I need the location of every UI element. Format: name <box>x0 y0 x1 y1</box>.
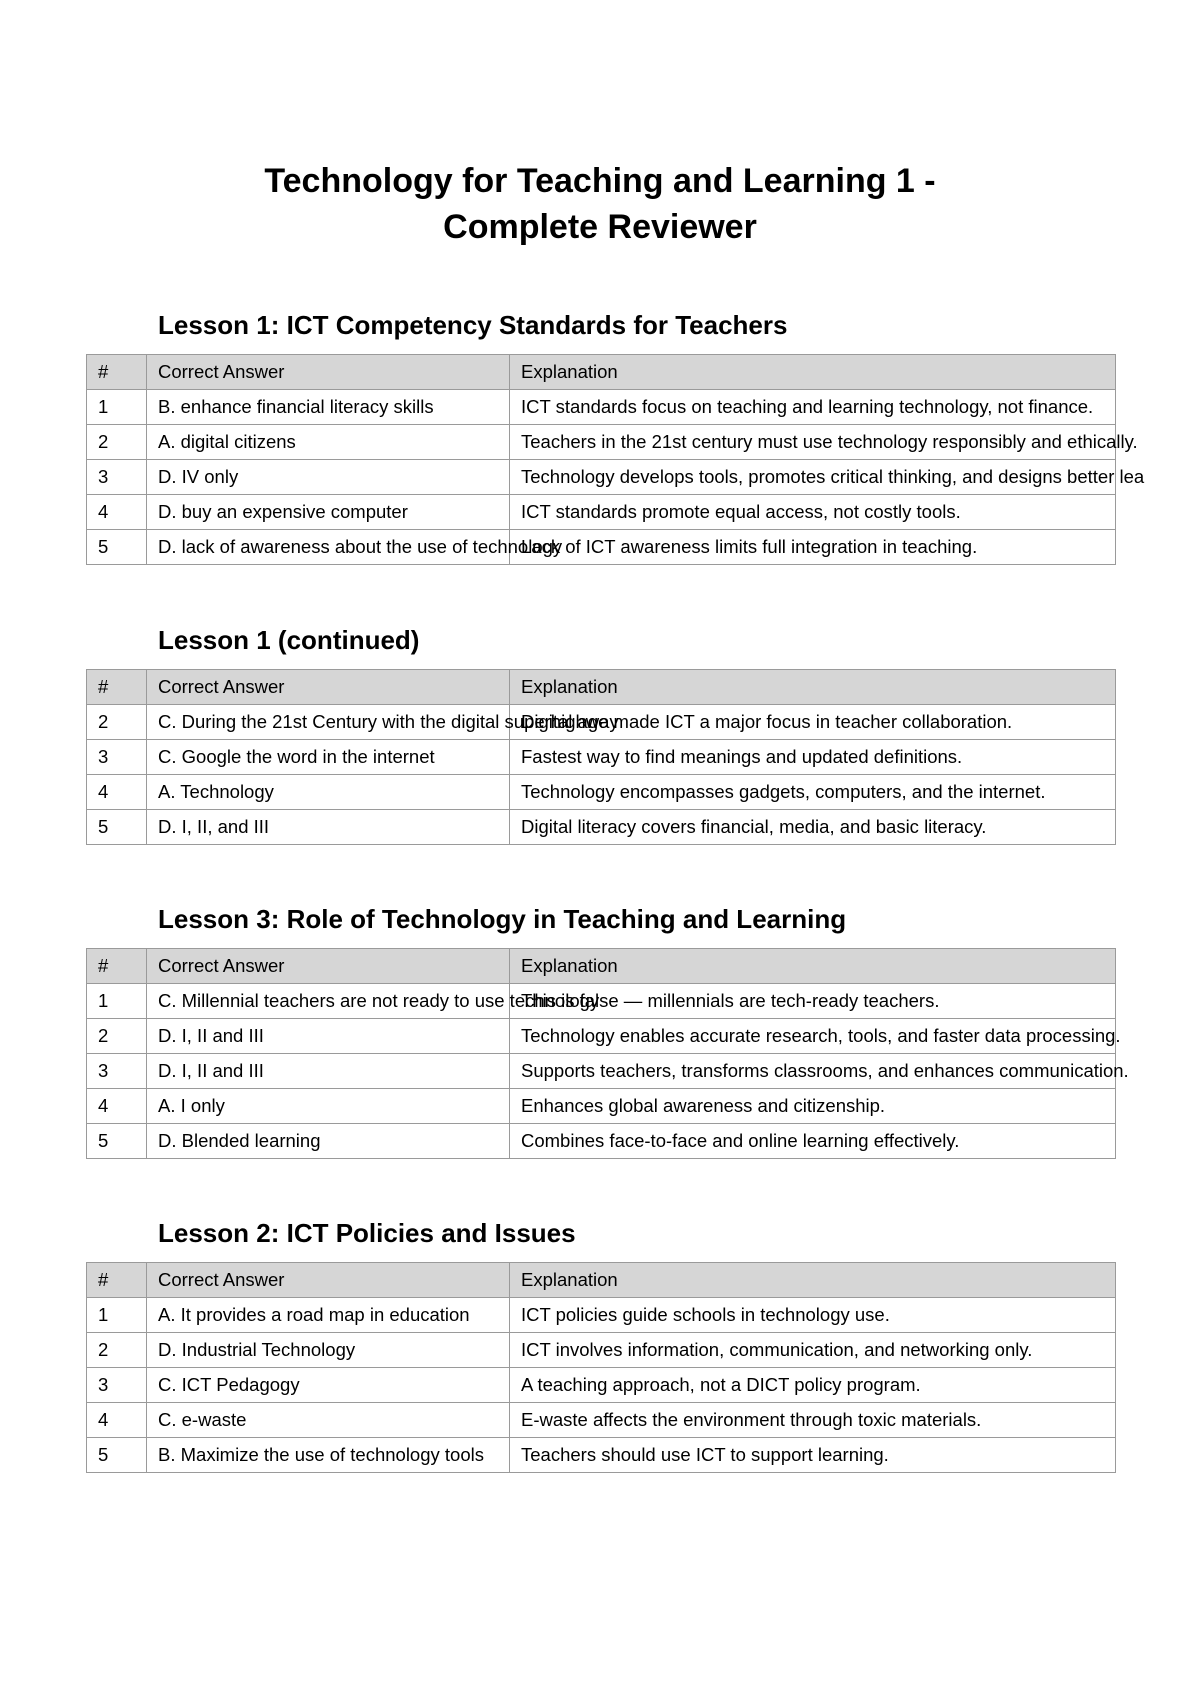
table-row <box>87 775 1116 810</box>
explanation: Teachers should use ICT to support learning. <box>510 1438 1116 1473</box>
correct-answer: D. I, II and III <box>147 1019 510 1054</box>
answer-table-lesson-3 <box>86 948 1129 1159</box>
table-row <box>87 1333 1116 1368</box>
correct-answer: A. digital citizens <box>147 425 510 460</box>
row-number: 5 <box>87 530 147 565</box>
row-number: 3 <box>87 1368 147 1403</box>
column-header-answer: Correct Answer <box>147 670 510 705</box>
table-row <box>87 740 1116 775</box>
correct-answer: D. I, II and III <box>147 1054 510 1089</box>
explanation: Combines face-to-face and online learning effectively. <box>510 1124 1116 1159</box>
correct-answer: C. Millennial teachers are not ready to use technology <box>147 984 510 1019</box>
explanation: Technology enables accurate research, tools, and faster data processing. <box>510 1019 1116 1054</box>
table-row <box>87 1298 1116 1333</box>
explanation: Technology encompasses gadgets, computers, and the internet. <box>510 775 1116 810</box>
table-row <box>87 1124 1116 1159</box>
correct-answer: D. Blended learning <box>147 1124 510 1159</box>
correct-answer: C. ICT Pedagogy <box>147 1368 510 1403</box>
section-heading-lesson-3: Lesson 3: Role of Technology in Teaching and Learning <box>158 904 847 934</box>
row-number: 1 <box>87 984 147 1019</box>
explanation: Technology develops tools, promotes critical thinking, and designs better lea <box>510 460 1116 495</box>
table-row <box>87 705 1116 740</box>
correct-answer: D. IV only <box>147 460 510 495</box>
table-row <box>87 390 1116 425</box>
explanation: This is false — millennials are tech-ready teachers. <box>510 984 1116 1019</box>
answer-table-lesson-1 <box>86 354 1145 565</box>
row-number: 5 <box>87 810 147 845</box>
table-row <box>87 984 1116 1019</box>
column-header-number: # <box>87 949 147 984</box>
column-header-explanation: Explanation <box>510 670 1116 705</box>
table-row <box>87 1403 1116 1438</box>
row-number: 2 <box>87 425 147 460</box>
row-number: 1 <box>87 390 147 425</box>
row-number: 4 <box>87 775 147 810</box>
explanation: ICT standards focus on teaching and learning technology, not finance. <box>510 390 1116 425</box>
correct-answer: D. I, II, and III <box>147 810 510 845</box>
table-header-row <box>87 949 1116 984</box>
row-number: 4 <box>87 495 147 530</box>
table-row <box>87 1368 1116 1403</box>
explanation: A teaching approach, not a DICT policy program. <box>510 1368 1116 1403</box>
table-row <box>87 1438 1116 1473</box>
row-number: 1 <box>87 1298 147 1333</box>
table-row <box>87 1089 1116 1124</box>
explanation: ICT involves information, communication, and networking only. <box>510 1333 1116 1368</box>
table-row <box>87 425 1116 460</box>
document-title-line-2: Complete Reviewer <box>443 208 757 246</box>
table-row <box>87 460 1116 495</box>
row-number: 3 <box>87 460 147 495</box>
row-number: 2 <box>87 705 147 740</box>
correct-answer: D. Industrial Technology <box>147 1333 510 1368</box>
column-header-answer: Correct Answer <box>147 1263 510 1298</box>
explanation: Lack of ICT awareness limits full integration in teaching. <box>510 530 1116 565</box>
row-number: 3 <box>87 740 147 775</box>
correct-answer: D. lack of awareness about the use of technology <box>147 530 510 565</box>
row-number: 4 <box>87 1403 147 1438</box>
row-number: 2 <box>87 1019 147 1054</box>
document-title <box>0 158 1200 250</box>
row-number: 5 <box>87 1124 147 1159</box>
column-header-explanation: Explanation <box>510 355 1116 390</box>
table-row <box>87 1054 1116 1089</box>
explanation: Digital literacy covers financial, media, and basic literacy. <box>510 810 1116 845</box>
column-header-number: # <box>87 670 147 705</box>
table-row <box>87 530 1116 565</box>
column-header-answer: Correct Answer <box>147 949 510 984</box>
explanation: Supports teachers, transforms classrooms, and enhances communication. <box>510 1054 1116 1089</box>
section-heading-lesson-1-continued: Lesson 1 (continued) <box>158 625 420 655</box>
column-header-explanation: Explanation <box>510 1263 1116 1298</box>
correct-answer: B. Maximize the use of technology tools <box>147 1438 510 1473</box>
correct-answer: A. It provides a road map in education <box>147 1298 510 1333</box>
table-header-row <box>87 1263 1116 1298</box>
table-header-row <box>87 670 1116 705</box>
section-heading-lesson-2: Lesson 2: ICT Policies and Issues <box>158 1218 576 1248</box>
table-row <box>87 810 1116 845</box>
row-number: 5 <box>87 1438 147 1473</box>
table-header-row <box>87 355 1116 390</box>
column-header-explanation: Explanation <box>510 949 1116 984</box>
table-row <box>87 1019 1116 1054</box>
explanation: Fastest way to find meanings and updated definitions. <box>510 740 1116 775</box>
column-header-number: # <box>87 1263 147 1298</box>
explanation: E-waste affects the environment through toxic materials. <box>510 1403 1116 1438</box>
row-number: 3 <box>87 1054 147 1089</box>
answer-table-lesson-1-continued <box>86 669 1116 845</box>
correct-answer: C. During the 21st Century with the digital superhighway <box>147 705 510 740</box>
correct-answer: C. e-waste <box>147 1403 510 1438</box>
explanation: Digital age made ICT a major focus in teacher collaboration. <box>510 705 1116 740</box>
correct-answer: C. Google the word in the internet <box>147 740 510 775</box>
explanation: Enhances global awareness and citizenship. <box>510 1089 1116 1124</box>
document-title-line-1: Technology for Teaching and Learning 1 - <box>264 162 936 200</box>
correct-answer: A. I only <box>147 1089 510 1124</box>
table-row <box>87 495 1116 530</box>
section-heading-lesson-1: Lesson 1: ICT Competency Standards for Teachers <box>158 310 788 340</box>
answer-table-lesson-2 <box>86 1262 1116 1473</box>
correct-answer: B. enhance financial literacy skills <box>147 390 510 425</box>
row-number: 2 <box>87 1333 147 1368</box>
column-header-number: # <box>87 355 147 390</box>
explanation: Teachers in the 21st century must use technology responsibly and ethically. <box>510 425 1116 460</box>
correct-answer: D. buy an expensive computer <box>147 495 510 530</box>
correct-answer: A. Technology <box>147 775 510 810</box>
explanation: ICT standards promote equal access, not costly tools. <box>510 495 1116 530</box>
explanation: ICT policies guide schools in technology use. <box>510 1298 1116 1333</box>
row-number: 4 <box>87 1089 147 1124</box>
column-header-answer: Correct Answer <box>147 355 510 390</box>
